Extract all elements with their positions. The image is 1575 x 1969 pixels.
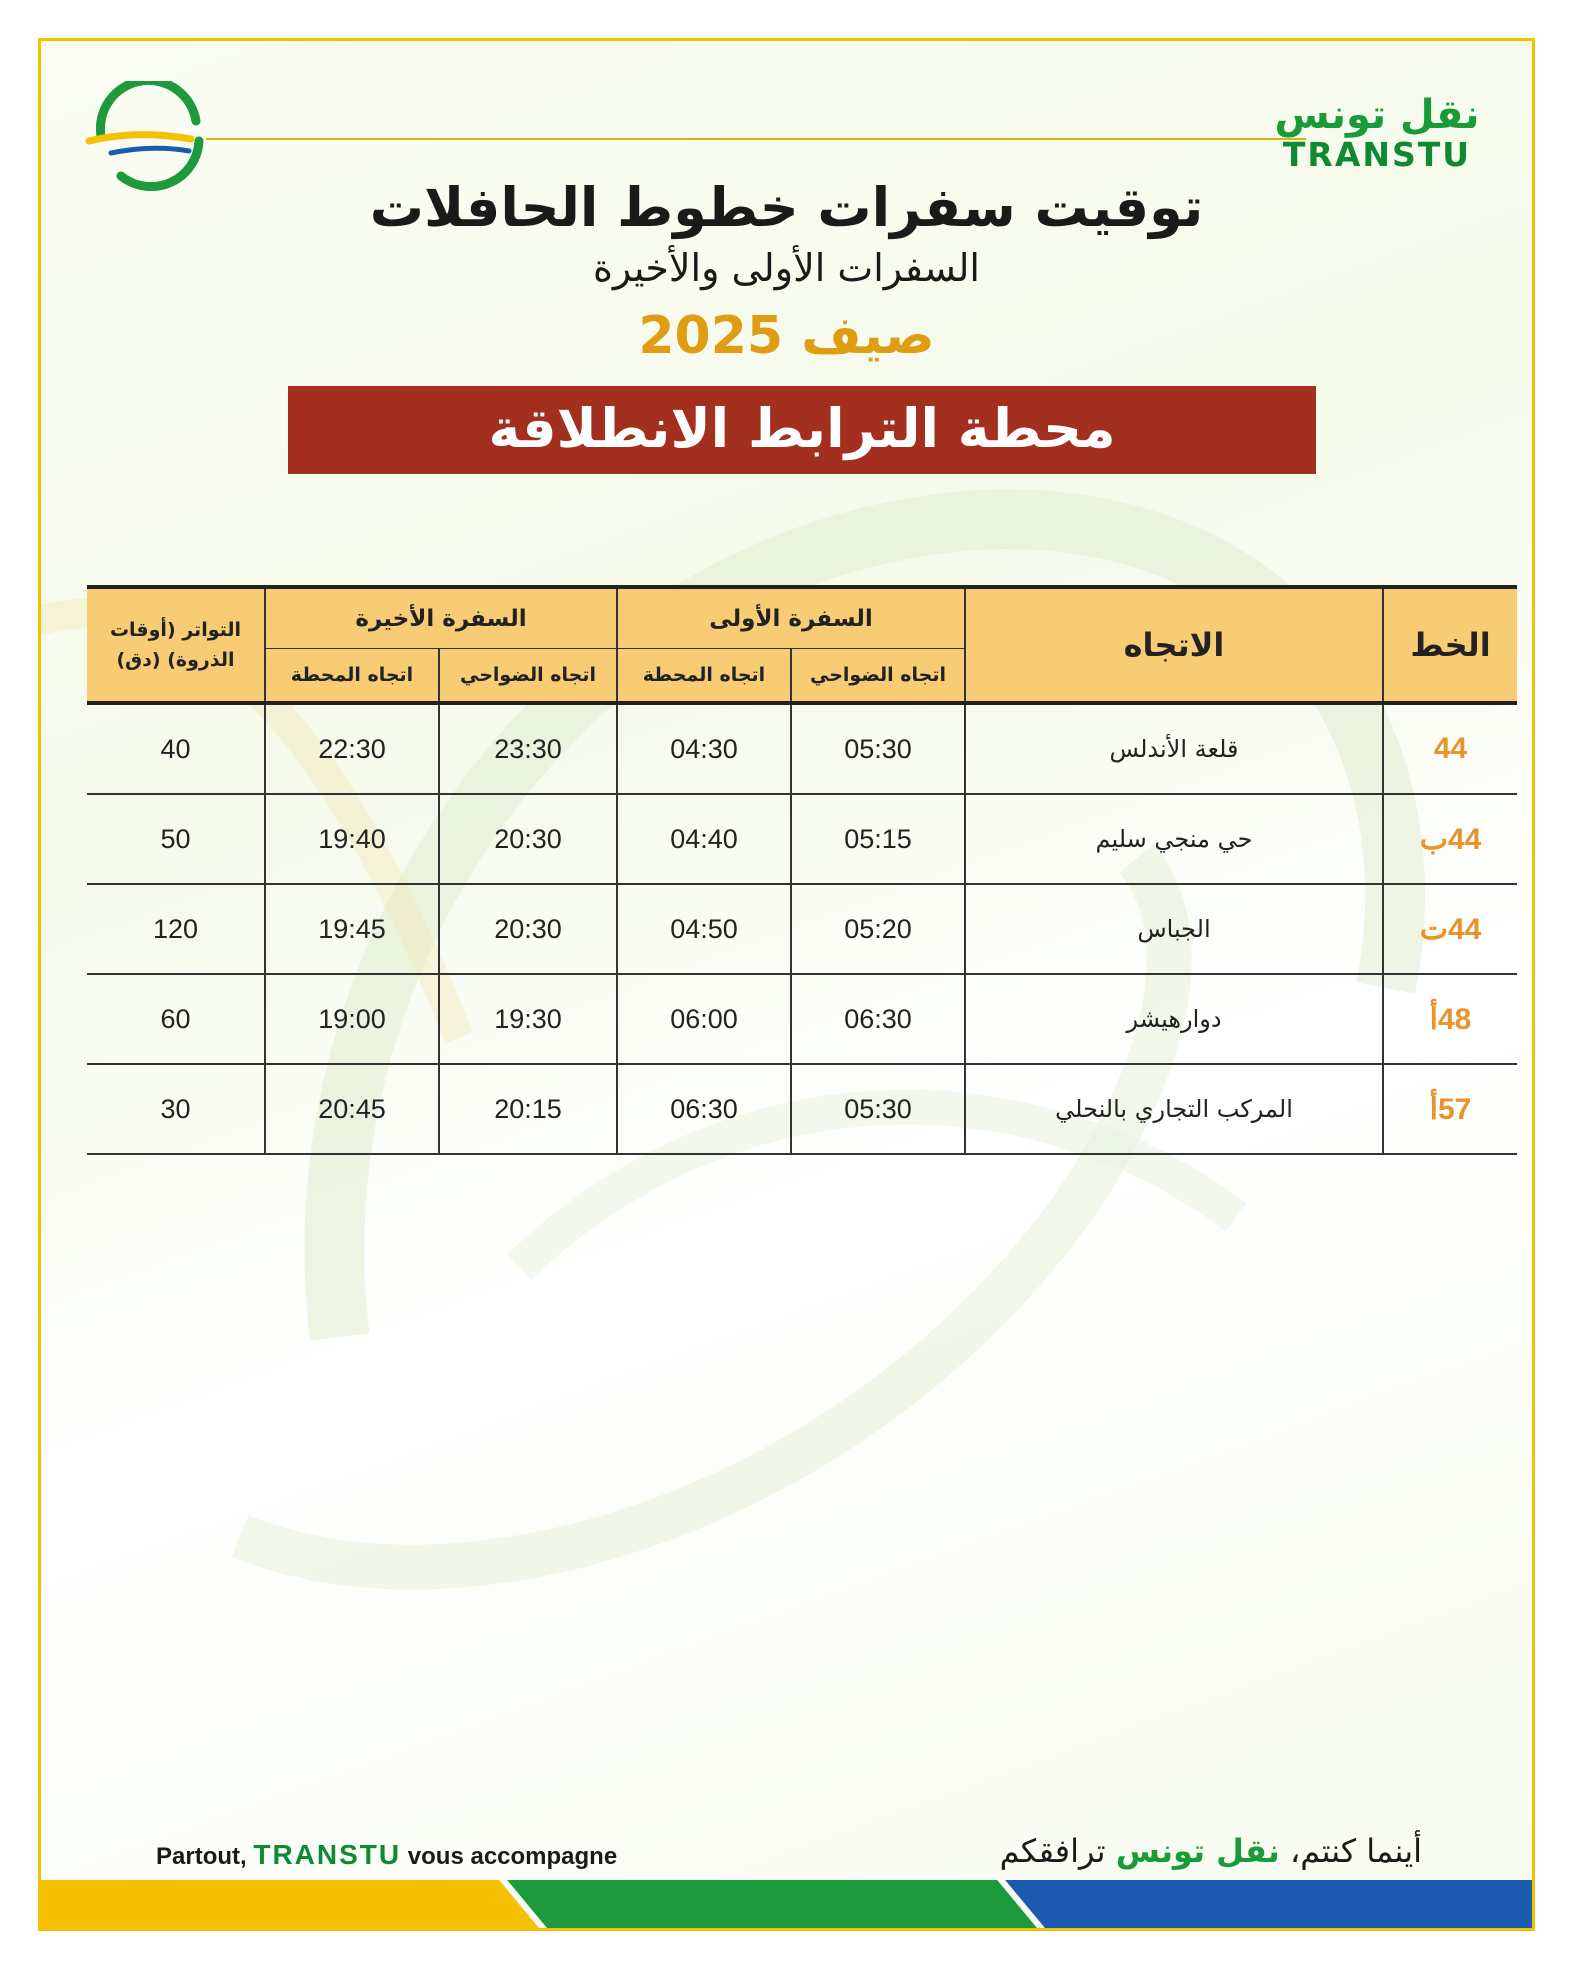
brand-latin: TRANSTU bbox=[1282, 135, 1472, 174]
last-station-time: 22:30 bbox=[265, 703, 439, 794]
first-suburbs-time: 05:15 bbox=[791, 794, 965, 884]
table-row bbox=[87, 884, 1517, 974]
header-last-station: اتجاه المحطة bbox=[265, 649, 439, 704]
table-row bbox=[87, 703, 1517, 794]
first-suburbs-time: 05:30 bbox=[791, 1064, 965, 1154]
last-suburbs-time: 20:30 bbox=[439, 884, 617, 974]
footer-stripes bbox=[41, 1880, 1532, 1928]
header-first-trip: السفرة الأولى bbox=[617, 587, 965, 649]
last-suburbs-time: 20:30 bbox=[439, 794, 617, 884]
last-suburbs-time: 23:30 bbox=[439, 703, 617, 794]
footer-fr-prefix: Partout, bbox=[156, 1843, 247, 1870]
brand-arabic: نقل تونس bbox=[1274, 92, 1480, 138]
direction: المركب التجاري بالنحلي bbox=[965, 1064, 1383, 1154]
direction: الجباس bbox=[965, 884, 1383, 974]
last-station-time: 19:45 bbox=[265, 884, 439, 974]
first-station-time: 06:30 bbox=[617, 1064, 791, 1154]
transtu-logo-icon bbox=[81, 81, 211, 191]
frequency: 40 bbox=[87, 703, 265, 794]
frequency: 120 bbox=[87, 884, 265, 974]
page-title: توقيت سفرات خطوط الحافلات bbox=[369, 176, 1204, 239]
footer-fr-suffix: vous accompagne bbox=[407, 1843, 618, 1870]
stripe-yellow bbox=[41, 1880, 539, 1928]
last-suburbs-time: 20:15 bbox=[439, 1064, 617, 1154]
line-number: 44 bbox=[1383, 703, 1517, 794]
first-station-time: 06:00 bbox=[617, 974, 791, 1064]
direction: حي منجي سليم bbox=[965, 794, 1383, 884]
header-line: الخط bbox=[1383, 587, 1517, 703]
last-suburbs-time: 19:30 bbox=[439, 974, 617, 1064]
line-number: 44ت bbox=[1383, 884, 1517, 974]
line-number: 44ب bbox=[1383, 794, 1517, 884]
footer-slogan-ar bbox=[1000, 1832, 1422, 1870]
header-first-station: اتجاه المحطة bbox=[617, 649, 791, 704]
header-direction: الاتجاه bbox=[965, 587, 1383, 703]
timetable bbox=[87, 585, 1517, 1155]
first-suburbs-time: 05:30 bbox=[791, 703, 965, 794]
line-number: 57أ bbox=[1383, 1064, 1517, 1154]
stripe-blue bbox=[1005, 1880, 1532, 1928]
timetable-poster bbox=[38, 38, 1535, 1931]
direction: دوارهيشر bbox=[965, 974, 1383, 1064]
table-row bbox=[87, 974, 1517, 1064]
stripe-green bbox=[507, 1880, 1037, 1928]
header-last-trip: السفرة الأخيرة bbox=[265, 587, 617, 649]
first-suburbs-time: 05:20 bbox=[791, 884, 965, 974]
footer-ar-prefix: أينما كنتم، bbox=[1289, 1832, 1422, 1870]
last-station-time: 20:45 bbox=[265, 1064, 439, 1154]
frequency: 30 bbox=[87, 1064, 265, 1154]
table-row bbox=[87, 794, 1517, 884]
line-number: 48أ bbox=[1383, 974, 1517, 1064]
last-station-time: 19:00 bbox=[265, 974, 439, 1064]
footer-ar-suffix: ترافقكم bbox=[999, 1832, 1106, 1870]
station-banner: محطة الترابط الانطلاقة bbox=[288, 386, 1316, 474]
frequency: 50 bbox=[87, 794, 265, 884]
header-last-suburbs: اتجاه الضواحي bbox=[439, 649, 617, 704]
footer-slogan-fr bbox=[156, 1839, 617, 1871]
header-first-suburbs: اتجاه الضواحي bbox=[791, 649, 965, 704]
season-label: صيف 2025 bbox=[638, 306, 935, 366]
header-frequency: التواتر (أوقات الذروة) (دق) bbox=[87, 587, 265, 703]
first-station-time: 04:30 bbox=[617, 703, 791, 794]
footer-ar-brand: نقل تونس bbox=[1115, 1832, 1280, 1870]
direction: قلعة الأندلس bbox=[965, 703, 1383, 794]
frequency: 60 bbox=[87, 974, 265, 1064]
first-station-time: 04:40 bbox=[617, 794, 791, 884]
header-rule bbox=[206, 138, 1306, 140]
first-suburbs-time: 06:30 bbox=[791, 974, 965, 1064]
first-station-time: 04:50 bbox=[617, 884, 791, 974]
last-station-time: 19:40 bbox=[265, 794, 439, 884]
page-subtitle: السفرات الأولى والأخيرة bbox=[593, 246, 980, 290]
table-row bbox=[87, 1064, 1517, 1154]
footer-fr-brand: TRANSTU bbox=[253, 1839, 402, 1870]
brand-block bbox=[1252, 93, 1502, 173]
